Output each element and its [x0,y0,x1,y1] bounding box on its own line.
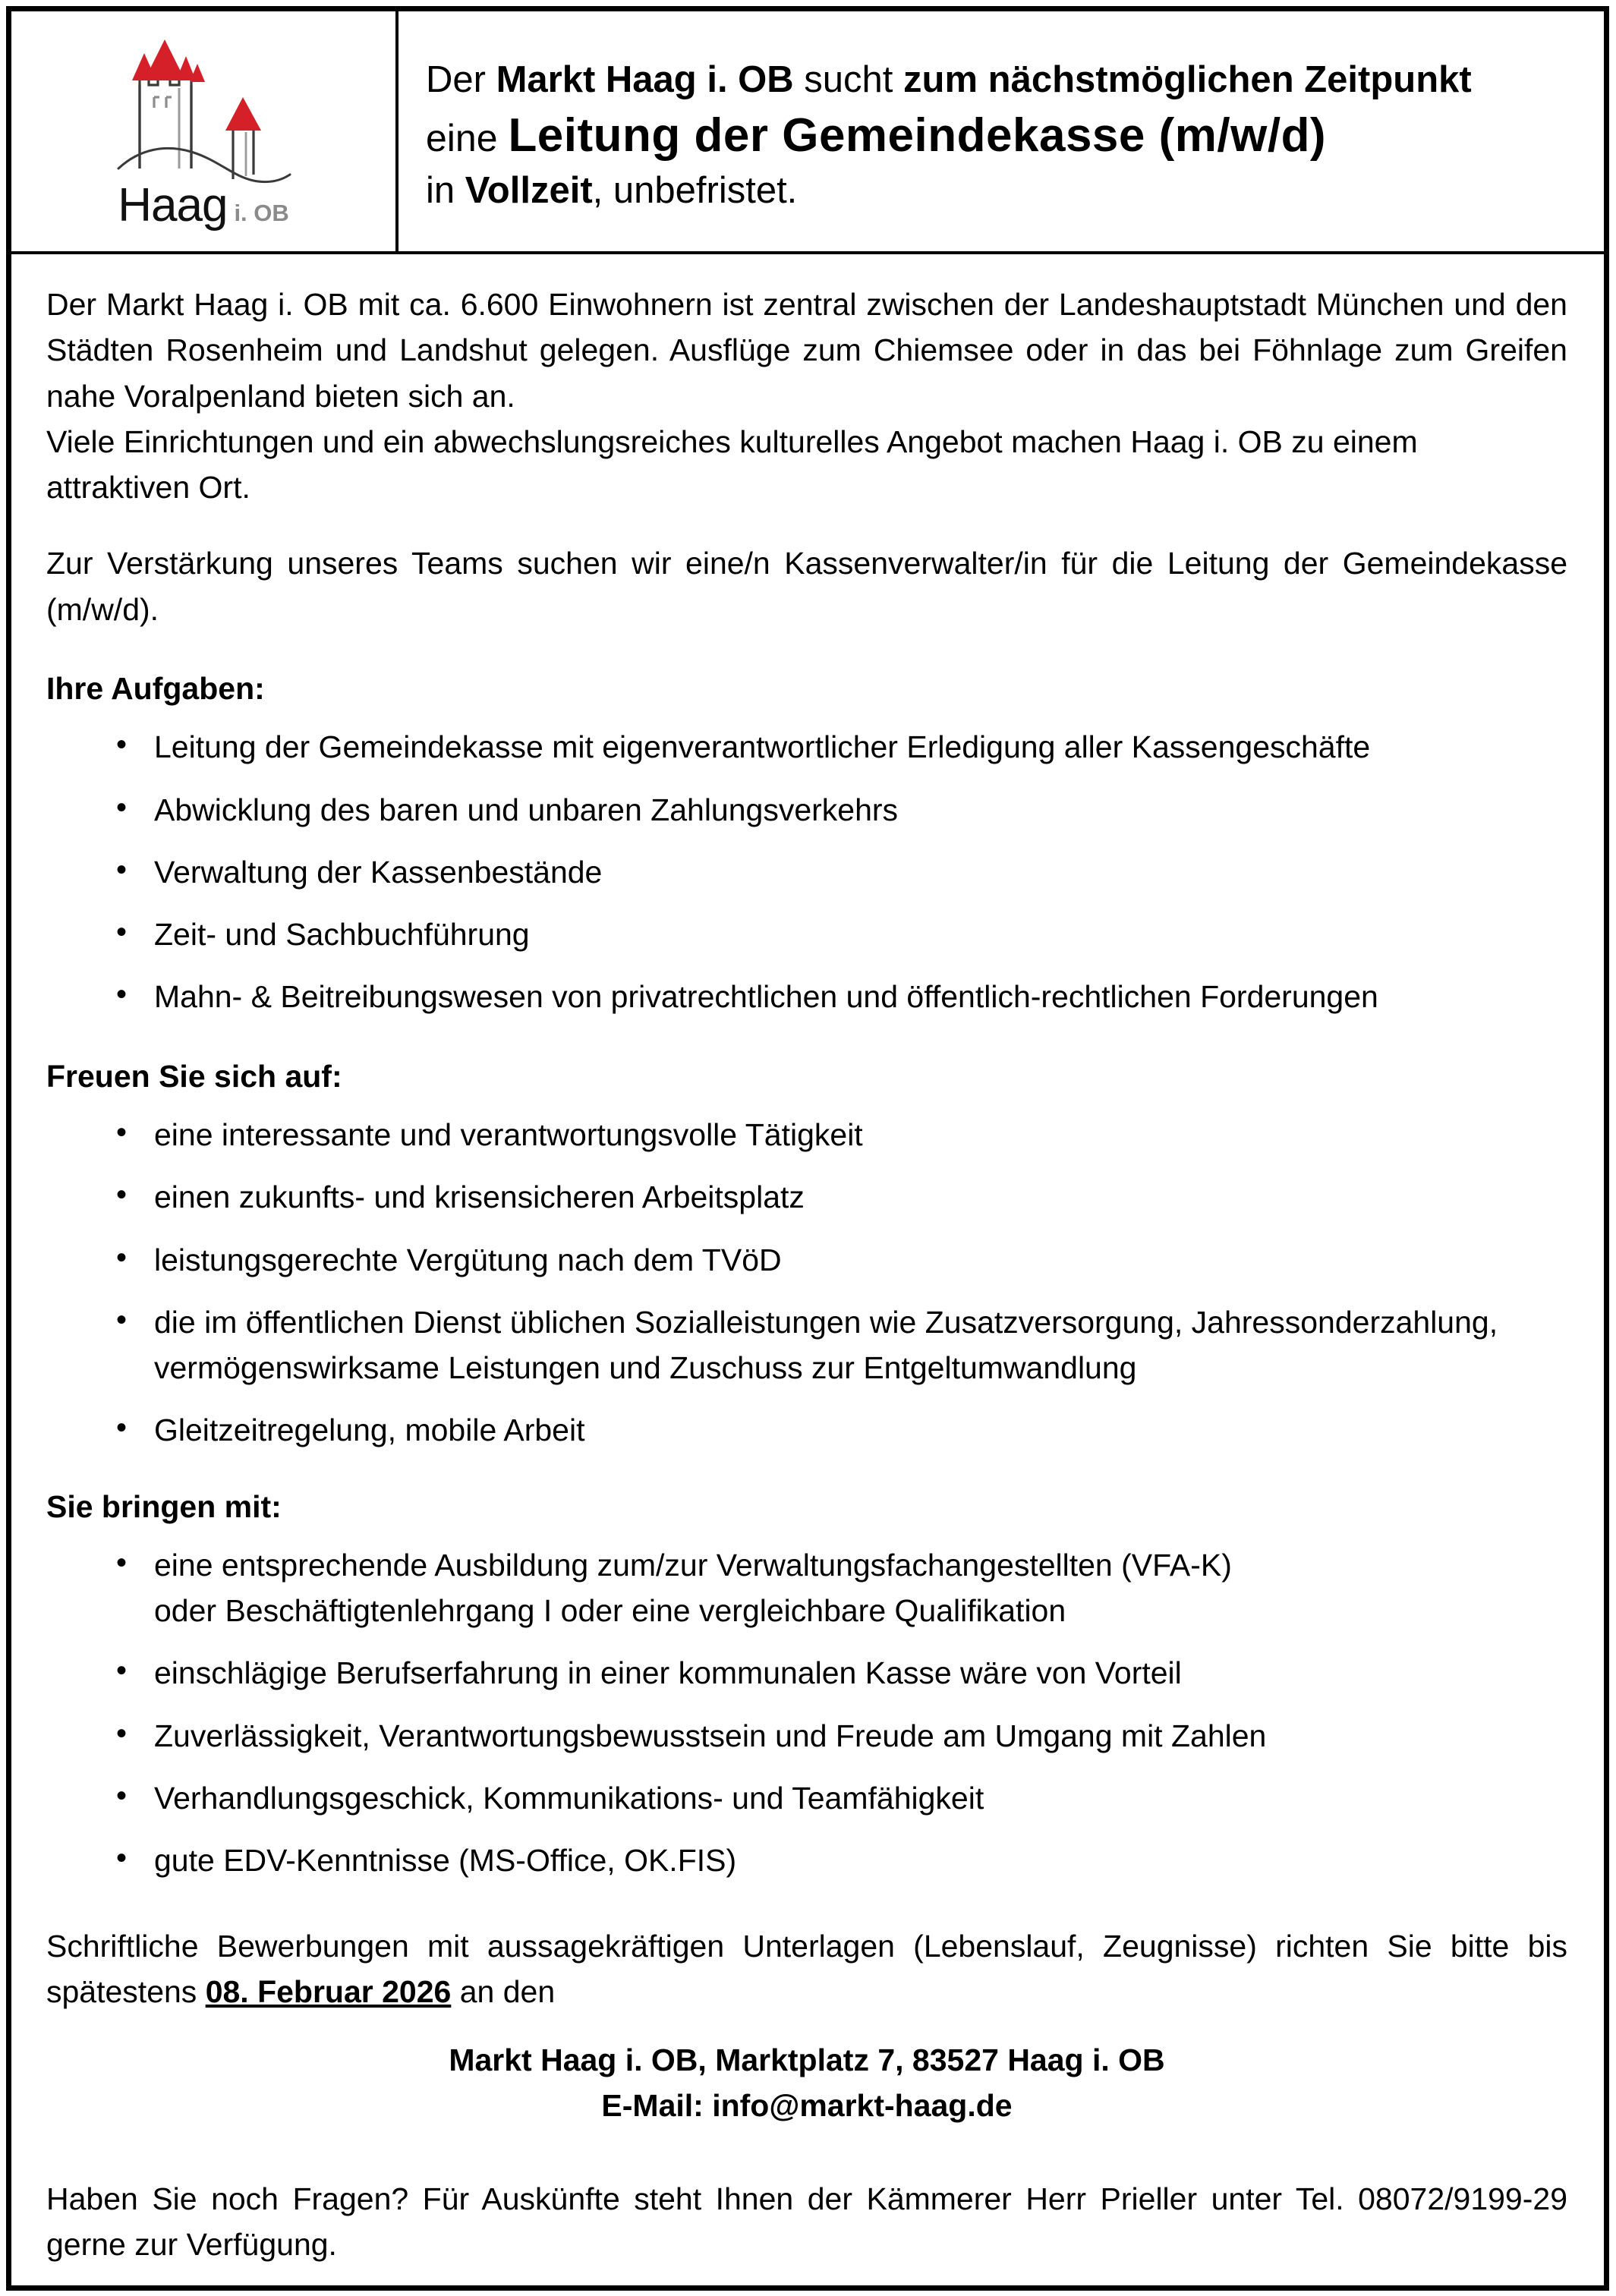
list-freuen [46,1112,1567,1454]
header-line3-prefix: in [426,169,465,211]
list-bringen [46,1542,1567,1884]
logo-wordmark-sub: i. OB [234,200,289,226]
questions-paragraph: Haben Sie noch Fragen? Für Auskünfte steht Ihnen der Kämmerer Herr Prieller unter Tel. 08072/9199-29 gerne zur Verfügung. [46,2181,1567,2262]
section-heading-bringen: Sie bringen mit: [46,1488,282,1524]
document-body [11,257,1604,2267]
application-deadline: 08. Februar 2026 [205,1973,452,2009]
list-item-line2: oder Beschäftigtenlehrgang I oder eine vergleichbare Qualifikation [154,1593,1066,1629]
employment-type: Vollzeit [465,169,593,211]
list-item: • Zuverlässigkeit, Verantwortungsbewusstsein und Freude am Umgang mit Zahlen [46,1713,1567,1759]
logo-wordmark [118,179,289,231]
header-line3-suffix: , unbefristet. [592,169,798,211]
header-line-2 [426,105,1586,167]
logo-cell [11,11,398,251]
intro-paragraph-3: Zur Verstärkung unseres Teams suchen wir eine/n Kassenverwalter/in für die Leitung der Gemeindekasse (m/w/d). [46,546,1567,627]
header-line2-prefix: eine [426,117,509,160]
list-item: • die im öffentlichen Dienst üblichen Sozialleistungen wie Zusatzversorgung, Jahressonderzahlung, vermögenswirksame Leistungen und Zuschuss zur Entgeltumwandlung [46,1299,1567,1391]
address-line: Markt Haag i. OB, Marktplatz 7, 83527 Haag i. OB [449,2042,1165,2078]
header-line1-prefix: Der [426,59,496,101]
list-item: • Zeit- und Sachbuchführung [46,912,1567,957]
list-item: • eine interessante und verantwortungsvolle Tätigkeit [46,1112,1567,1157]
closing-paragraph [46,1923,1567,2015]
email-line: E-Mail: info@markt-haag.de [601,2088,1013,2124]
list-item: • Mahn- & Beitreibungswesen von privatrechtlichen und öffentlich-rechtlichen Forderungen [46,974,1567,1019]
list-item: • Abwicklung des baren und unbaren Zahlungsverkehrs [46,787,1567,833]
list-item [46,1542,1567,1634]
list-item: • Verwaltung der Kassenbestände [46,849,1567,895]
list-item: • Gleitzeitregelung, mobile Arbeit [46,1407,1567,1453]
closing-text-b: an den [451,1973,556,2009]
haag-castle-logo-icon [112,38,295,187]
list-item: • gute EDV-Kenntnisse (MS-Office, OK.FIS) [46,1838,1567,1883]
section-heading-aufgaben: Ihre Aufgaben: [46,670,265,706]
closing-text-a: Schriftliche Bewerbungen mit aussagekräftigen Unterlagen (Lebenslauf, Zeugnisse) richten Sie bitte bis spätestens [46,1928,1567,2009]
list-item: • einschlägige Berufserfahrung in einer kommunalen Kasse wäre von Vorteil [46,1650,1567,1696]
list-item: • einen zukunfts- und krisensicheren Arbeitsplatz [46,1174,1567,1220]
header-line1-verb: sucht [793,59,904,101]
header-title-cell [398,11,1604,251]
list-item: • Verhandlungsgeschick, Kommunikations- und Teamfähigkeit [46,1775,1567,1821]
header-band [11,11,1604,254]
list-item: • leistungsgerechte Vergütung nach dem TVöD [46,1237,1567,1283]
header-line-1 [426,56,1586,105]
header-line1-org: Markt Haag i. OB [496,59,794,101]
header-line1-timing: zum nächstmöglichen Zeitpunkt [903,59,1472,101]
job-title: Leitung der Gemeindekasse (m/w/d) [508,109,1327,162]
header-line-3 [426,167,1586,216]
contact-address [46,2037,1567,2129]
intro-paragraph-2: Viele Einrichtungen und ein abwechslungsreiches kulturelles Angebot machen Haag i. OB zu einem attraktiven Ort. [46,424,1418,505]
section-heading-freuen: Freuen Sie sich auf: [46,1058,342,1094]
list-aufgaben [46,724,1567,1019]
list-item: • Leitung der Gemeindekasse mit eigenverantwortlicher Erledigung aller Kassengeschäfte [46,724,1567,770]
logo-wordmark-main: Haag [118,179,228,231]
list-item-line1: eine entsprechende Ausbildung zum/zur Verwaltungsfachangestellten (VFA-K) [154,1547,1232,1583]
intro-paragraph-1: Der Markt Haag i. OB mit ca. 6.600 Einwohnern ist zentral zwischen der Landeshauptstadt München und den Städten Rosenheim und Landshut gelegen. Ausflüge zum Chiemsee oder in das bei Föhnlage zum Greifen nahe Voralpenland bieten sich an. [46,287,1567,414]
